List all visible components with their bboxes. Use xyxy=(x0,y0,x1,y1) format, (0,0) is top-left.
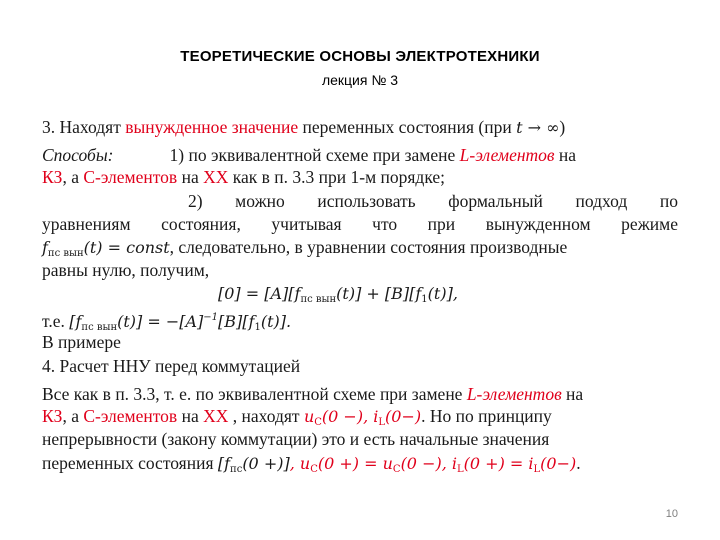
math-expression: [f xyxy=(217,454,231,473)
math-superscript: −1 xyxy=(203,312,219,323)
text-line-15 xyxy=(42,452,678,481)
math-subscript: L xyxy=(378,417,386,428)
highlight-term: L-элементов xyxy=(466,384,562,404)
math-subscript: пс вын xyxy=(47,248,84,259)
text-segment: на xyxy=(561,384,584,404)
section-heading-4: 4. Расчет ННУ перед коммутацией xyxy=(42,356,301,376)
highlight-term: ХХ xyxy=(203,167,229,187)
math-expression: (t) = const xyxy=(83,238,170,257)
methods-label: Способы: xyxy=(42,145,114,165)
math-subscript: L xyxy=(533,464,541,475)
highlight-term: С-элементов xyxy=(83,406,178,426)
slide-title: ТЕОРЕТИЧЕСКИЕ ОСНОВЫ ЭЛЕКТРОТЕХНИКИ xyxy=(180,48,540,65)
math-red: , u xyxy=(289,454,311,473)
text-segment: на xyxy=(177,167,204,187)
text-line-12 xyxy=(42,383,678,405)
math-limit: t → ∞ xyxy=(516,118,560,137)
highlight-term: вынужденное значение xyxy=(125,117,299,137)
math-expression: (t)]. xyxy=(260,311,292,331)
text-segment: , а xyxy=(62,406,84,426)
slide-subtitle: лекция № 3 xyxy=(321,72,399,88)
math-subscript: C xyxy=(310,464,318,475)
math-subscript: пс xyxy=(230,464,243,475)
math-expression: [B][f xyxy=(218,311,255,331)
text-segment: , следовательно, в уравнении состояния производные xyxy=(169,237,568,257)
page-number: 10 xyxy=(665,508,678,520)
math-expression: [f xyxy=(69,311,82,331)
text-segment: Все как в п. 3.3, т. е. по эквивалентной схеме при замене xyxy=(42,384,467,404)
math-expression: (t)] = −[A] xyxy=(117,311,204,331)
math-subscript: 1 xyxy=(254,321,261,333)
highlight-term: ХХ xyxy=(203,406,229,426)
highlight-term: КЗ xyxy=(42,406,63,426)
text-line-14: непрерывности (закону коммутации) это и есть начальные значения xyxy=(42,429,550,449)
text-segment: , а xyxy=(62,167,84,187)
text-segment: на xyxy=(554,145,577,165)
highlight-term: С-элементов xyxy=(83,167,178,187)
math-subscript: 1 xyxy=(421,294,428,305)
text-line-4: 2) можно использовать формальный подход по xyxy=(188,191,678,211)
math-expression: (t)], xyxy=(427,284,458,303)
math-red: (0 −), i xyxy=(400,454,458,473)
text-segment: . xyxy=(576,453,581,473)
math-red: (0−) xyxy=(540,454,577,473)
math-red: u xyxy=(303,407,315,426)
text-line-7: равны нулю, получим, xyxy=(42,260,210,280)
text-segment: 1) по эквивалентной схеме при замене xyxy=(169,145,460,165)
math-subscript: C xyxy=(392,464,401,475)
math-expression: (0 +)] xyxy=(242,454,290,473)
math-expression: [0] = [A][f xyxy=(218,284,301,303)
math-expression: (t)] + [B][f xyxy=(336,284,422,303)
text-line-1 xyxy=(42,116,678,139)
math-red: (0 +) = u xyxy=(317,454,393,473)
text-segment: , находят xyxy=(228,406,304,426)
math-red: (0−) xyxy=(385,407,422,426)
text-line-3 xyxy=(42,166,678,188)
text-segment: . Но по принципу xyxy=(421,406,552,426)
text-segment: как в п. 3.3 при 1-м порядке; xyxy=(228,167,446,187)
text-segment: 3. Находят xyxy=(42,117,126,137)
text-segment: переменных состояния (при xyxy=(298,117,517,137)
math-subscript: пс вын xyxy=(81,321,118,333)
math-symbol: f xyxy=(42,238,48,257)
highlight-term: L-элементов xyxy=(459,145,555,165)
text-line-5: уравнениям состояния, учитывая что при вынужденном режиме xyxy=(42,214,678,234)
text-line-10: В примере xyxy=(42,332,121,352)
text-segment: т.е. xyxy=(42,310,70,331)
math-subscript: C xyxy=(314,417,322,428)
math-red: (0 −), i xyxy=(321,407,379,426)
math-subscript: L xyxy=(457,464,464,475)
text-segment: на xyxy=(177,406,204,426)
math-subscript: пс вын xyxy=(300,294,337,305)
highlight-term: КЗ xyxy=(42,167,63,187)
text-segment: ) xyxy=(559,117,566,137)
math-red: (0 +) = i xyxy=(463,454,534,473)
text-segment: переменных состояния xyxy=(42,453,218,473)
text-line-2 xyxy=(42,144,678,166)
